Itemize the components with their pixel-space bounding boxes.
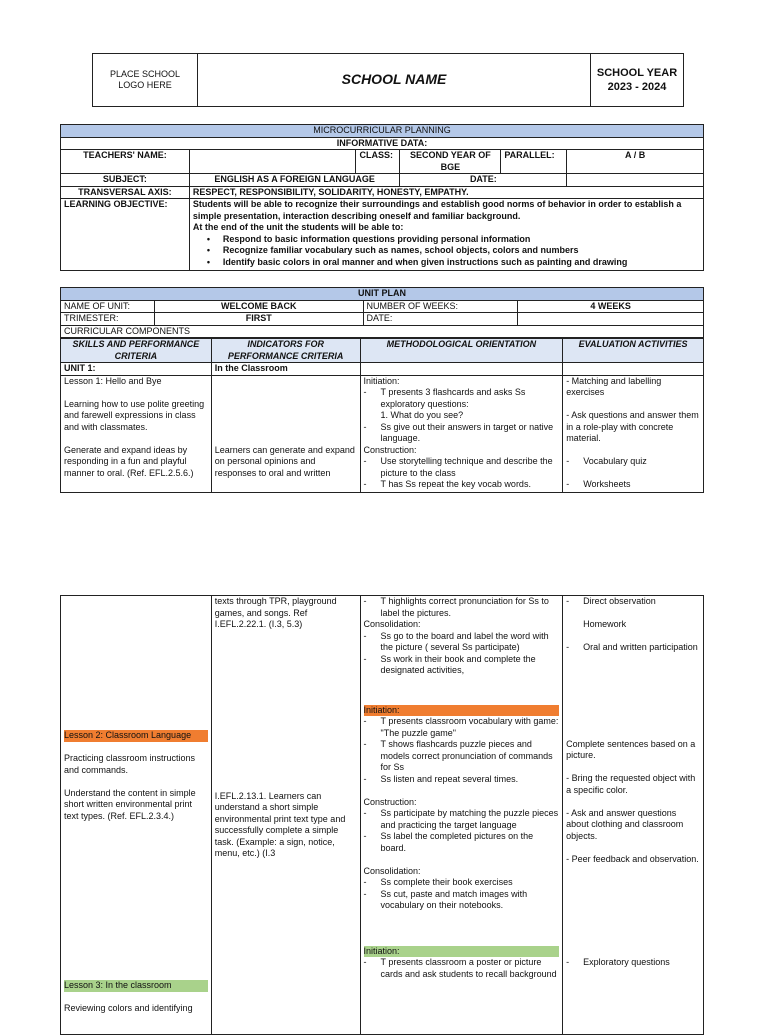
informative-data-table	[60, 124, 704, 271]
objective-text: Students will be able to recognize their surroundings and establish good norms of behavior in order to establish a simple presentation, interaction describing oneself and familiar background.	[192, 199, 682, 221]
construction-label: Construction:	[363, 444, 417, 455]
eval-item: Homework	[583, 619, 627, 629]
school-year	[591, 54, 684, 107]
class-label: CLASS:	[356, 150, 400, 174]
microcurricular-title: MICROCURRICULAR PLANNING	[61, 125, 704, 138]
list-item: - Ss go to the board and label the word with the picture ( several Ss participate)	[364, 631, 560, 654]
list-item: - Ss listen and repeat several times.	[364, 774, 560, 786]
list-item: 1. What do you see?	[380, 410, 464, 420]
list-item: - Ss cut, paste and match images with vocabulary on their notebooks.	[364, 889, 560, 912]
eval-item: - Exploratory questions	[566, 957, 700, 969]
list-item: - Ss work in their book and complete the designated activities,	[364, 654, 560, 677]
parallel-label: PARALLEL:	[501, 150, 567, 174]
col-header-eval: EVALUATION ACTIVITIES	[563, 339, 704, 363]
unit-date-label: DATE:	[363, 313, 518, 326]
eval-item: - Matching and labelling exercises	[566, 375, 662, 397]
transversal-label: TRANSVERSAL AXIS:	[61, 186, 190, 199]
eval-item: - Ask questions and answer them in a role-play with concrete material.	[566, 410, 699, 443]
list-item: "The puzzle game"	[380, 727, 456, 738]
weeks-label: NUMBER OF WEEKS:	[363, 300, 518, 313]
col-header-skills: SKILLS AND PERFORMANCE CRITERIA	[61, 339, 212, 363]
initiation-label: Initiation:	[363, 375, 400, 386]
eval-item: Complete sentences based on a picture.	[566, 738, 696, 760]
objective-content	[189, 199, 703, 271]
list-item: - T presents 3 flashcards and asks Ss exploratory questions:	[364, 387, 560, 410]
list-item: - Ss complete their book exercises	[364, 877, 560, 889]
trimester-value: FIRST	[154, 313, 363, 326]
lesson2-skills-p2: Understand the content in simple short written environmental print text types. (Ref. EFL.2.3.4.)	[64, 787, 196, 821]
trimester-label: TRIMESTER:	[61, 313, 155, 326]
lesson1-skills-p1: Learning how to use polite greeting and farewell expressions in class and with classmates.	[64, 398, 205, 432]
unit-plan-title: UNIT PLAN	[61, 288, 704, 301]
objective-list	[193, 234, 700, 269]
continued-skills	[61, 596, 212, 1035]
school-year-label: SCHOOL YEAR	[596, 67, 678, 79]
lesson2-skills-p1: Practicing classroom instructions and commands.	[64, 753, 196, 775]
list-item: - Use storytelling technique and describe the picture to the class	[364, 456, 560, 479]
unit-topic: In the Classroom	[211, 363, 360, 376]
lesson-table	[60, 338, 704, 493]
weeks-value: 4 WEEKS	[518, 300, 704, 313]
subject-label: SUBJECT:	[61, 174, 190, 187]
consolidation-label: Consolidation:	[363, 619, 421, 629]
col-header-method: METHODOLOGICAL ORIENTATION	[360, 339, 563, 363]
lesson1-title: Lesson 1: Hello and Bye	[64, 375, 162, 386]
school-header	[92, 53, 684, 107]
list-item: - Ss participate by matching the puzzle pieces and practicing the target language	[364, 808, 560, 831]
lesson1-eval	[563, 375, 704, 492]
curricular-components-label: CURRICULAR COMPONENTS	[61, 325, 704, 338]
list-item: - T shows flashcards puzzle pieces and models correct pronunciation of commands for Ss	[364, 739, 560, 774]
lesson3-skills-p1: Reviewing colors and identifying	[64, 1003, 193, 1013]
class-value: SECOND YEAR OF BGE	[400, 150, 501, 174]
list-item: - T has Ss repeat the key vocab words.	[364, 479, 560, 491]
lesson1-method	[360, 375, 563, 492]
eval-item: - Ask and answer questions about clothing and classroom objects.	[566, 807, 684, 841]
logo-placeholder: PLACE SCHOOL LOGO HERE	[93, 54, 198, 107]
subject-value: ENGLISH AS A FOREIGN LANGUAGE	[189, 174, 400, 187]
list-item: - T highlights correct pronunciation for Ss to label the pictures.	[364, 596, 560, 619]
unit-name-value: WELCOME BACK	[154, 300, 363, 313]
lesson2-initiation-label: Initiation:	[364, 705, 560, 717]
transversal-value: RESPECT, RESPONSIBILITY, SOLIDARITY, HONESTY, EMPATHY.	[189, 186, 703, 199]
list-item: - Ss label the completed pictures on the board.	[364, 831, 560, 854]
lesson2-indicator: I.EFL.2.13.1. Learners can understand a short simple environmental print text type and successfully complete a simple task. (Example: a sign, notice, menu, etc.) (I.3	[214, 790, 346, 858]
unit-date-value	[518, 313, 704, 326]
lesson3-title: Lesson 3: In the classroom	[64, 980, 208, 992]
eval-item: - Peer feedback and observation.	[566, 853, 699, 864]
lesson2-construction-label: Construction:	[363, 796, 417, 807]
lesson2-title: Lesson 2: Classroom Language	[64, 730, 208, 742]
unit-plan-table	[60, 287, 704, 338]
continued-eval	[563, 596, 704, 1035]
continued-indicator-text: texts through TPR, playground games, and songs. Ref I.EFL.2.22.1. (I.3, 5.3)	[214, 596, 337, 629]
list-item: • Identify basic colors in oral manner and when given instructions such as painting and drawing	[193, 257, 700, 269]
eval-item: - Oral and written participation	[566, 642, 700, 654]
lesson1-indicator-text: Learners can generate and expand on personal opinions and responses to oral and written	[214, 444, 355, 478]
teachers-label: TEACHERS' NAME:	[61, 150, 190, 174]
list-item: • Respond to basic information questions providing personal information	[193, 234, 700, 246]
lesson3-initiation-label: Initiation:	[364, 946, 560, 958]
school-name: SCHOOL NAME	[198, 54, 591, 107]
list-item: - Ss give out their answers in target or native language.	[364, 422, 560, 445]
date-value	[567, 174, 704, 187]
lesson-table-continued	[60, 595, 704, 1035]
col-header-indicators: INDICATORS FOR PERFORMANCE CRITERIA	[211, 339, 360, 363]
unit-name-label: NAME OF UNIT:	[61, 300, 155, 313]
lesson1-skills-p2: Generate and expand ideas by responding in a fun and playful manner to oral. (Ref. EFL.2.5.6.)	[64, 444, 194, 478]
list-item: - T presents classroom a poster or picture cards and ask students to recall background	[364, 957, 560, 980]
lesson2-consolidation-label: Consolidation:	[363, 865, 421, 876]
lesson1-skills	[61, 375, 212, 492]
continued-indicators	[211, 596, 360, 1035]
eval-item: - Worksheets	[566, 479, 700, 491]
objective-label: LEARNING OBJECTIVE:	[61, 199, 190, 271]
teachers-value	[189, 150, 356, 174]
date-label: DATE:	[400, 174, 567, 187]
list-item: - T presents classroom vocabulary with game:	[364, 716, 560, 728]
eval-item: - Vocabulary quiz	[566, 456, 700, 468]
parallel-value: A / B	[567, 150, 704, 174]
continued-method	[360, 596, 563, 1035]
informative-data-title: INFORMATIVE DATA:	[61, 137, 704, 150]
list-item: • Recognize familiar vocabulary such as names, school objects, colors and numbers	[193, 245, 700, 257]
unit-label: UNIT 1:	[61, 363, 212, 376]
lesson1-indicator	[211, 375, 360, 492]
school-year-value: 2023 - 2024	[607, 81, 667, 93]
eval-item: - Bring the requested object with a specific color.	[566, 773, 696, 795]
objective-intro: At the end of the unit the students will be able to:	[192, 222, 404, 232]
eval-item: - Direct observation	[566, 596, 700, 608]
